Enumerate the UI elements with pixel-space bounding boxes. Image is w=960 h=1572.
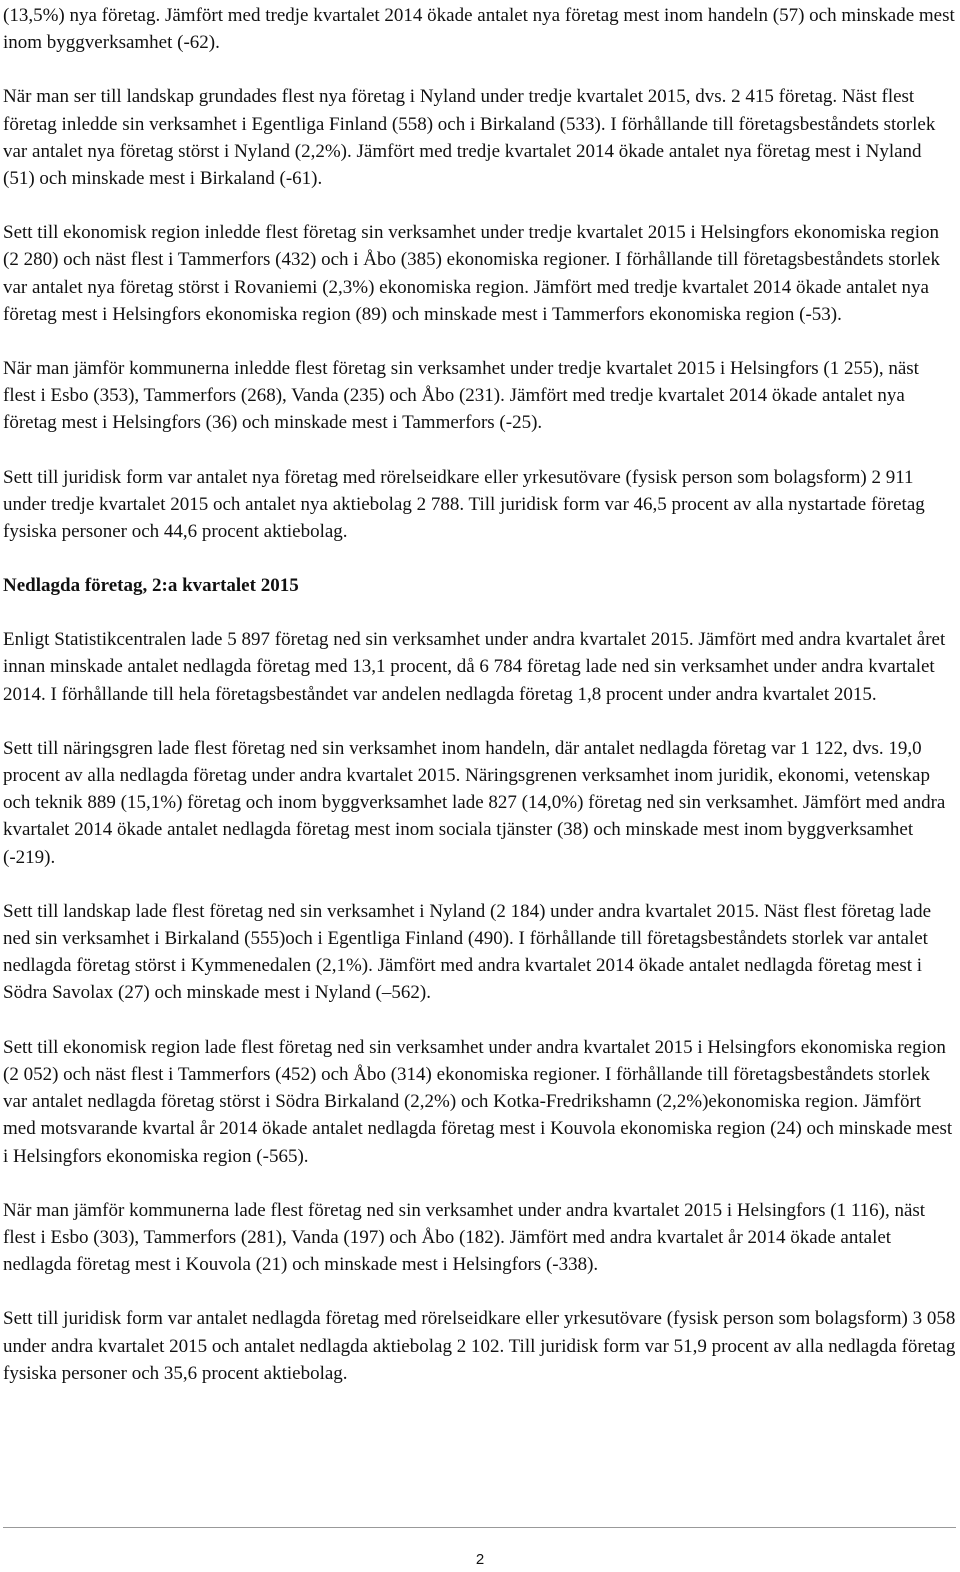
paragraph-new-firms-legal-form: Sett till juridisk form var antalet nya företag med rörelseidkare eller yrkesutövare (fysisk person som bolagsform) 2 911 under tredje kvartalet 2015 och antalet nya aktiebolag 2 788. Till juridisk form var 46,5 procent av alla nystartade företag fysiska personer och 44,6 procent aktiebolag.	[3, 466, 925, 543]
paragraph-closed-firms-legal-form: Sett till juridisk form var antalet nedlagda företag med rörelseidkare eller yrkesutövare (fysisk person som bolagsform) 3 058 under andra kvartalet 2015 och antalet nedlagda aktiebolag 2 102. Till juridisk form var 51,9 procent av alla nedlagda företag fysiska personer och 35,6 procent aktiebolag.	[3, 1308, 956, 1384]
paragraph-new-firms-municipality: När man jämför kommunerna inledde flest företag sin verksamhet under tredje kvartalet 2015 i Helsingfors (1 255), näst flest i Esbo (353), Tammerfors (268), Vanda (235) och Åbo (231). Jämfört med tredje kvartalet 2014 ökade antalet nya företag mest i Helsingfors (36) och minskade mest i Tammerfors (-25).	[3, 358, 919, 434]
paragraph-new-firms-region: När man ser till landskap grundades flest nya företag i Nyland under tredje kvartalet 2015, dvs. 2 415 företag. Näst flest företag inledde sin verksamhet i Egentliga Finland (558) och i Birkaland (533). I förhållande till företagsbeståndets storlek var antalet nya företag störst i Nyland (2,2%). Jämfört med tredje kvartalet 2014 ökade antalet nya företag mest i Nyland (51) och minskade mest i Birkaland (-61).	[3, 86, 936, 190]
document-body	[3, 0, 956, 1414]
paragraph-new-firms-industry: (13,5%) nya företag. Jämfört med tredje kvartalet 2014 ökade antalet nya företag mest inom handeln (57) och minskade mest inom byggverksamhet (-62).	[3, 5, 955, 54]
section-heading-closed-firms: Nedlagda företag, 2:a kvartalet 2015	[3, 575, 299, 597]
paragraph-closed-firms-industry: Sett till näringsgren lade flest företag ned sin verksamhet inom handeln, där antalet nedlagda företag var 1 122, dvs. 19,0 procent av alla nedlagda företag under andra kvartalet 2015. Näringsgrenen verksamhet inom juridik, ekonomi, vetenskap och teknik 889 (15,1%) företag och inom byggverksamhet lade 827 (14,0%) företag ned sin verksamhet. Jämfört med andra kvartalet 2014 ökade antalet nedlagda företag mest inom sociala tjänster (38) och minskade mest inom byggverksamhet (-219).	[3, 737, 946, 868]
paragraph-closed-firms-total: Enligt Statistikcentralen lade 5 897 företag ned sin verksamhet under andra kvartalet 2015. Jämfört med andra kvartalet året innan minskade antalet nedlagda företag med 13,1 procent, då 6 784 företag lade ned sin verksamhet under andra kvartalet 2014. I förhållande till hela företagsbeståndet var andelen nedlagda företag 1,8 procent under andra kvartalet 2015.	[3, 629, 946, 705]
paragraph-closed-firms-economic-region: Sett till ekonomisk region lade flest företag ned sin verksamhet under andra kvartalet 2015 i Helsingfors ekonomiska region (2 052) och näst flest i Tammerfors (452) och Åbo (314) ekonomiska regioner. I förhållande till företagsbeståndets storlek var antalet nedlagda företag störst i Södra Birkaland (2,2%) och Kotka-Fredrikshamn (2,2%)ekonomiska region. Jämfört med motsvarande kvartal år 2014 ökade antalet nedlagda företag mest i Kouvola ekonomiska region (24) och minskade mest i Helsingfors ekonomiska region (-565).	[3, 1036, 953, 1167]
page-number: 2	[475, 1551, 485, 1568]
footer-divider	[3, 1527, 956, 1528]
paragraph-closed-firms-municipality: När man jämför kommunerna lade flest företag ned sin verksamhet under andra kvartalet 2015 i Helsingfors (1 116), näst flest i Esbo (303), Tammerfors (281), Vanda (197) och Åbo (182). Jämfört med andra kvartalet år 2014 ökade antalet nedlagda företag mest i Kouvola (21) och minskade mest i Helsingfors (-338).	[3, 1199, 926, 1276]
paragraph-closed-firms-region: Sett till landskap lade flest företag ned sin verksamhet i Nyland (2 184) under andra kvartalet 2015. Näst flest företag lade ned sin verksamhet i Birkaland (555)och i Egentliga Finland (490). I förhållande till företagsbeståndets storlek var antalet nedlagda företag störst i Kymmenedalen (2,1%). Jämfört med andra kvartalet 2014 ökade antalet nedlagda företag mest i Södra Savolax (27) och minskade mest i Nyland (–562).	[3, 900, 932, 1004]
paragraph-new-firms-economic-region: Sett till ekonomisk region inledde flest företag sin verksamhet under tredje kvartalet 2015 i Helsingfors ekonomiska region (2 280) och näst flest i Tammerfors (432) och i Åbo (385) ekonomiska regioner. I förhållande till företagsbeståndets storlek var antalet nya företag störst i Rovaniemi (2,3%) ekonomiska region. Jämfört med tredje kvartalet 2014 ökade antalet nya företag mest i Helsingfors ekonomiska region (89) och minskade mest i Tammerfors ekonomiska region (-53).	[3, 222, 940, 325]
